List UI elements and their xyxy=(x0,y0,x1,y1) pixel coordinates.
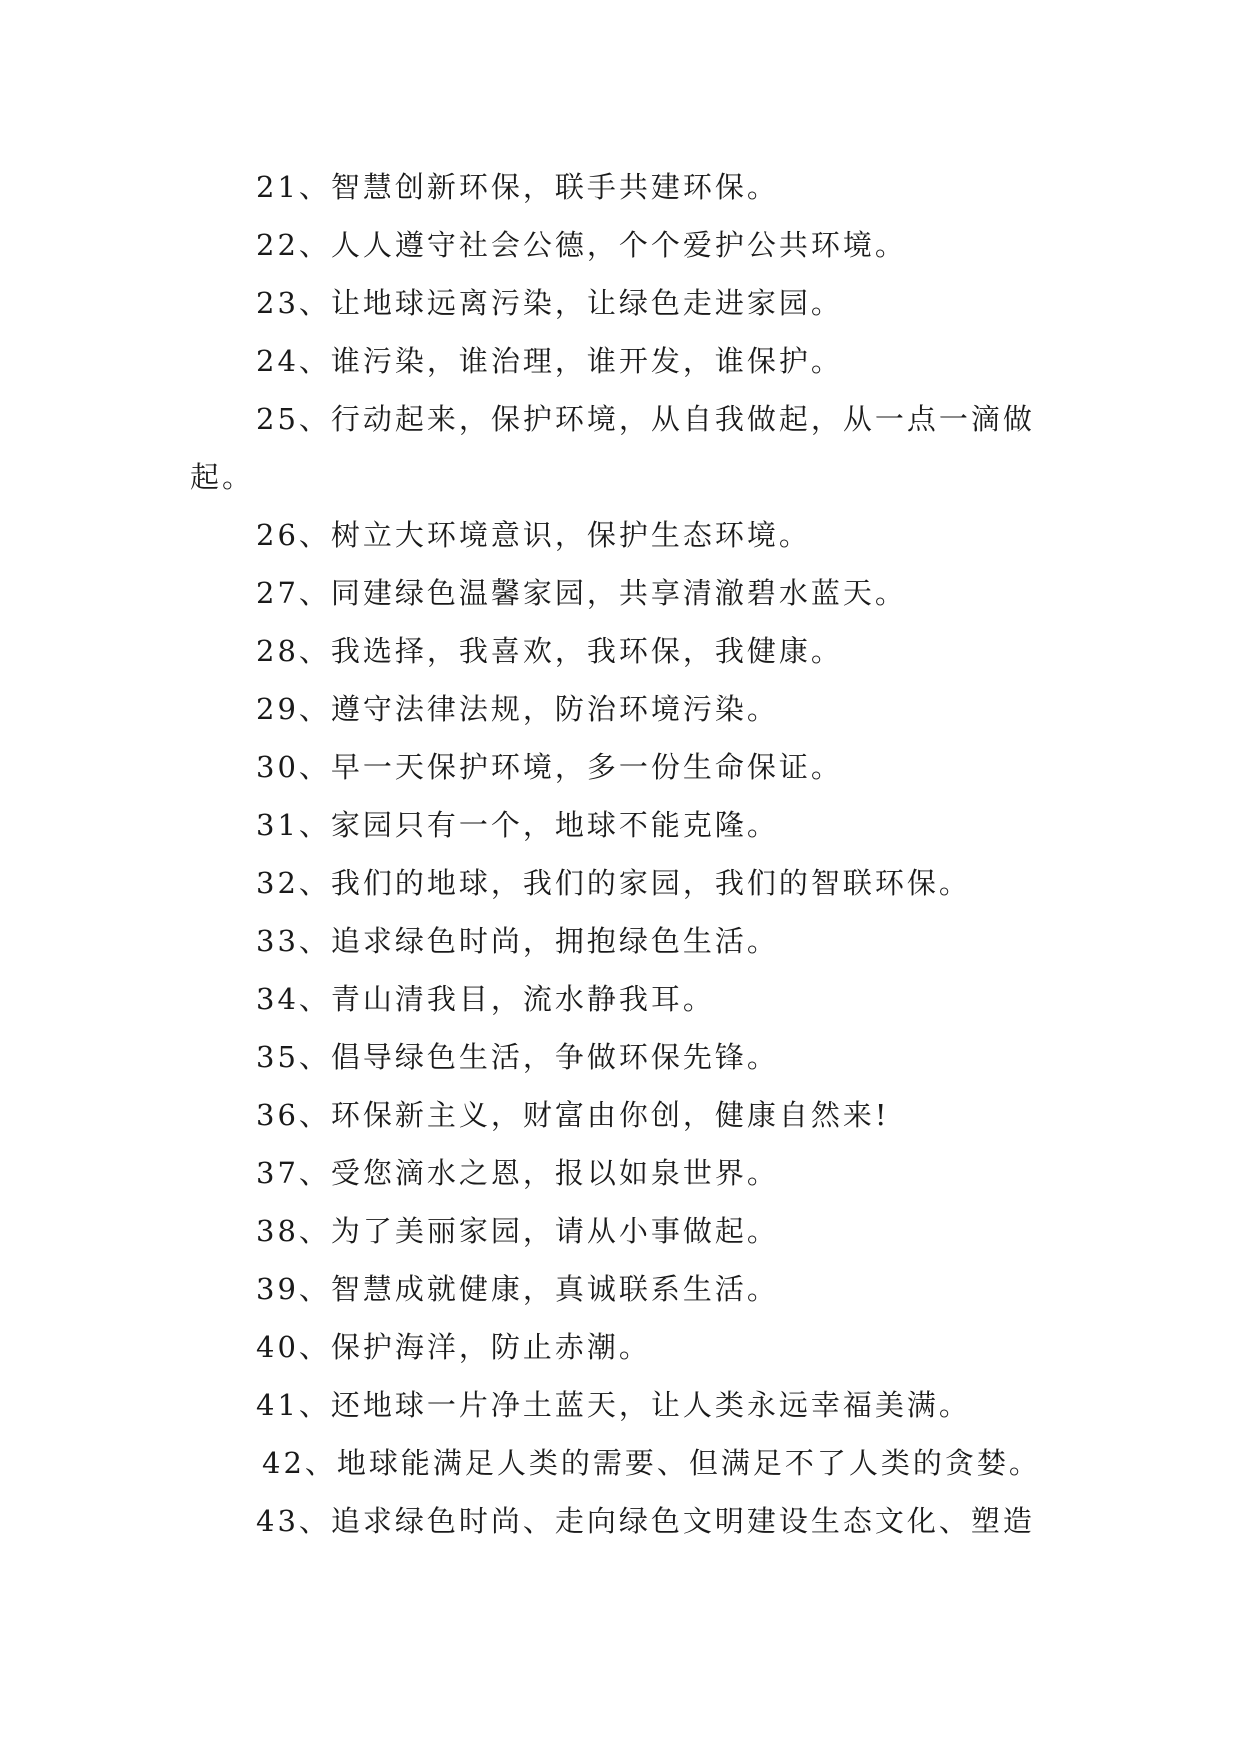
list-item: 43、追求绿色时尚、走向绿色文明建设生态文化、塑造 xyxy=(256,1504,1035,1538)
list-item: 23、让地球远离污染，让绿色走进家园。 xyxy=(256,286,843,320)
list-item: 28、我选择，我喜欢，我环保，我健康。 xyxy=(256,634,843,668)
list-item: 29、遵守法律法规，防治环境污染。 xyxy=(256,692,779,726)
list-item: 40、保护海洋，防止赤潮。 xyxy=(256,1330,651,1364)
list-item: 33、追求绿色时尚，拥抱绿色生活。 xyxy=(256,924,779,958)
list-item: 25、行动起来，保护环境，从自我做起，从一点一滴做 xyxy=(256,402,1035,436)
list-item: 31、家园只有一个，地球不能克隆。 xyxy=(256,808,779,842)
list-item-continuation: 起。 xyxy=(190,460,255,494)
list-item: 22、人人遵守社会公德，个个爱护公共环境。 xyxy=(256,228,907,262)
list-item: 36、环保新主义，财富由你创，健康自然来! xyxy=(256,1098,890,1132)
list-item: 30、早一天保护环境，多一份生命保证。 xyxy=(256,750,843,784)
list-item: 41、还地球一片净土蓝天，让人类永远幸福美满。 xyxy=(256,1388,971,1422)
list-item: 21、智慧创新环保，联手共建环保。 xyxy=(256,170,779,204)
slogan-list xyxy=(190,158,1070,1550)
list-item: 34、青山清我目，流水静我耳。 xyxy=(256,982,715,1016)
list-item: 37、受您滴水之恩，报以如泉世界。 xyxy=(256,1156,779,1190)
list-item: 32、我们的地球，我们的家园，我们的智联环保。 xyxy=(256,866,971,900)
list-item: 38、为了美丽家园，请从小事做起。 xyxy=(256,1214,779,1248)
list-item: 26、树立大环境意识，保护生态环境。 xyxy=(256,518,811,552)
list-item: 35、倡导绿色生活，争做环保先锋。 xyxy=(256,1040,779,1074)
list-item: 42、地球能满足人类的需要、但满足不了人类的贪婪。 xyxy=(262,1446,1041,1480)
list-item: 24、谁污染，谁治理，谁开发，谁保护。 xyxy=(256,344,843,378)
list-item: 39、智慧成就健康，真诚联系生活。 xyxy=(256,1272,779,1306)
list-item: 27、同建绿色温馨家园，共享清澈碧水蓝天。 xyxy=(256,576,907,610)
